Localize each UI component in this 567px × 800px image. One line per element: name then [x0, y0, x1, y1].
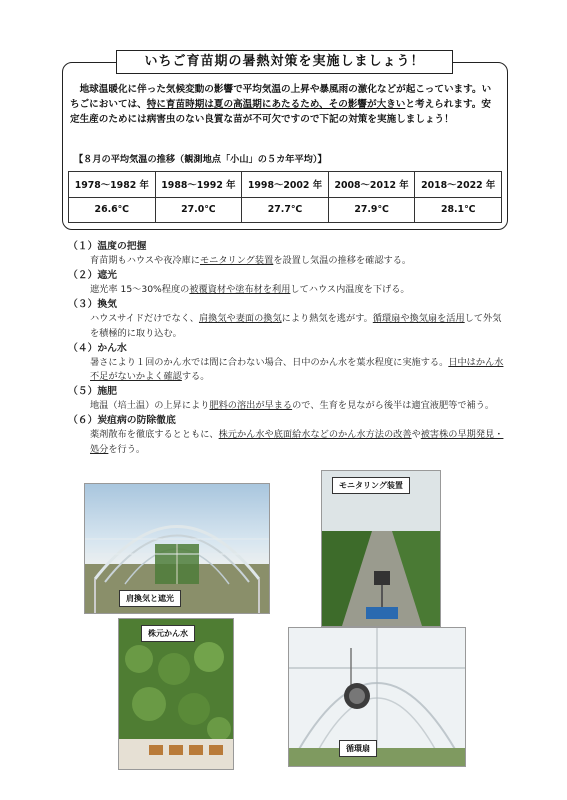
photo-monitoring-device — [321, 470, 441, 627]
measure-body: 暑さにより１回のかん水では間に合わない場合、日中のかん水を葉水程度に実施する。日中はかん水不足がないかよく確認する。 — [90, 356, 504, 383]
intro-emphasis: 特に育苗時期は夏の高温期にあたるため、その影響が大きい — [146, 99, 406, 110]
year-cell: 1978～1982 年 — [69, 172, 156, 198]
measure-body: 遮光率 15～30%程度の被覆資材や塗布材を利用してハウス内温度を下げる。 — [90, 284, 410, 296]
measure-item — [68, 240, 508, 268]
intro-p2: と考えられます。安定生産のためには病害虫のない良質な苗が不可欠ですので下記の対策を実施しましょう！ — [70, 99, 491, 125]
temp-cell: 27.9℃ — [328, 197, 415, 223]
photo-base-irrigation — [118, 618, 234, 770]
measure-heading: （２）遮光 — [68, 270, 117, 282]
fan-illustration — [289, 628, 465, 766]
temp-cell: 27.0℃ — [155, 197, 242, 223]
measure-item — [68, 414, 508, 456]
temp-cell: 28.1℃ — [415, 197, 502, 223]
measure-item — [68, 385, 508, 413]
measures-list — [68, 240, 508, 458]
measure-item — [68, 342, 508, 384]
monitoring-illustration — [322, 471, 440, 626]
measure-item — [68, 298, 508, 340]
photo-label: 株元かん水 — [141, 625, 195, 642]
year-cell: 1988～1992 年 — [155, 172, 242, 198]
measure-body: ハウスサイドだけでなく、肩換気や妻面の換気により熱気を逃がす。循環扇や換気扇を活用して外気を積極的に取り込む。 — [90, 313, 502, 339]
measure-heading: （６）炭疽病の防除徹底 — [68, 415, 176, 427]
measure-body: 薬剤散布を徹底するとともに、株元かん水や底面給水などのかん水方法の改善や被害株の早期発見・処分を行う。 — [90, 429, 504, 455]
measure-body: 地温（培土温）の上昇により肥料の溶出が早まるので、生育を見ながら後半は適宜液肥等で補う。 — [90, 400, 495, 412]
photo-greenhouse-shading — [84, 483, 270, 614]
photo-label: 肩換気と遮光 — [119, 590, 181, 607]
photo-circulation-fan — [288, 627, 466, 767]
page-title: いちご育苗期の暑熱対策を実施しましょう！ — [116, 50, 453, 74]
measure-heading: （４）かん水 — [68, 342, 127, 354]
table-caption: 【８月の平均気温の推移（観測地点「小山」の５カ年平均）】 — [74, 154, 327, 165]
intro-p1: 地球温暖化に伴った気候変動の影響で平均気温の上昇や暴風雨の激化などが起こっています。いちごにおいては、 — [70, 84, 492, 110]
year-cell: 2008～2012 年 — [328, 172, 415, 198]
temp-cell: 26.6℃ — [69, 197, 156, 223]
year-cell: 2018～2022 年 — [415, 172, 502, 198]
measure-item — [68, 269, 508, 297]
temperature-table — [68, 171, 502, 223]
temp-cell: 27.7℃ — [242, 197, 329, 223]
intro-text — [70, 82, 500, 127]
measure-body: 育苗期もハウスや夜冷庫にモニタリング装置を設置し気温の推移を確認する。 — [90, 255, 412, 266]
measure-heading: （５）施肥 — [68, 386, 117, 398]
measure-heading: （３）換気 — [68, 299, 117, 311]
photo-label: 循環扇 — [339, 740, 377, 757]
photo-label: モニタリング装置 — [332, 477, 410, 494]
measure-heading: （１）温度の把握 — [68, 241, 147, 252]
year-cell: 1998～2002 年 — [242, 172, 329, 198]
